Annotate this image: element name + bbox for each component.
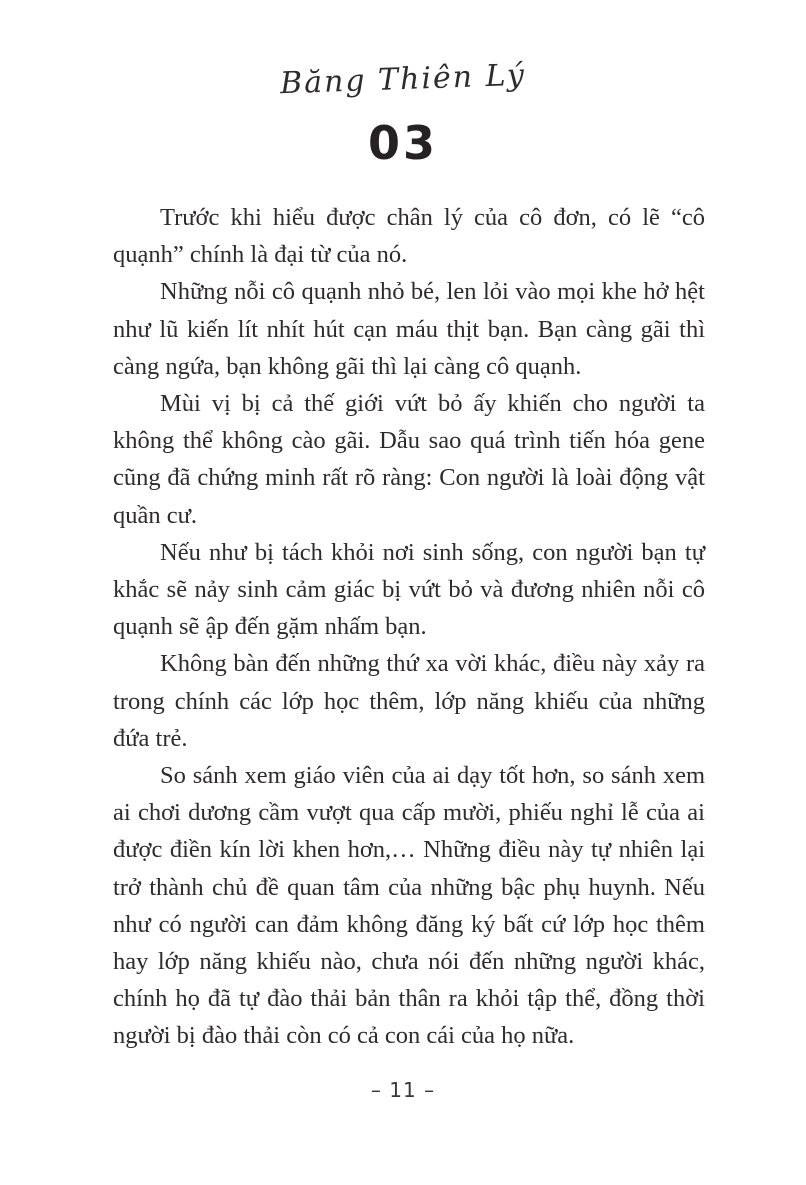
paragraph: Mùi vị bị cả thế giới vứt bỏ ấy khiến cho người ta không thể không cào gãi. Dẫu sao quá trình tiến hóa gene cũng đã chứng minh rất rõ ràng: Con người là loài động vật quần cư. <box>113 390 705 529</box>
author-signature: Băng Thiên Lý <box>279 57 527 102</box>
paragraph: Những nỗi cô quạnh nhỏ bé, len lỏi vào mọi khe hở hệt như lũ kiến lít nhít hút cạn máu thịt bạn. Bạn càng gãi thì càng ngứa, bạn không gãi thì lại càng cô quạnh. <box>113 278 705 380</box>
paragraph: Trước khi hiểu được chân lý của cô đơn, có lẽ “cô quạnh” chính là đại từ của nó. <box>113 204 705 269</box>
page-number: – 11 – <box>370 1078 436 1102</box>
chapter-number: 03 <box>367 116 438 170</box>
paragraph: Nếu như bị tách khỏi nơi sinh sống, con người bạn tự khắc sẽ nảy sinh cảm giác bị vứt bỏ và đương nhiên nỗi cô quạnh sẽ ập đến gặm nhấm bạn. <box>113 538 705 641</box>
body-text <box>113 199 705 1055</box>
paragraph: Không bàn đến những thứ xa vời khác, điều này xảy ra trong chính các lớp học thêm, lớp năng khiếu của những đứa trẻ. <box>113 650 705 752</box>
paragraph: So sánh xem giáo viên của ai dạy tốt hơn, so sánh xem ai chơi dương cầm vượt qua cấp mười, phiếu nghỉ lễ của ai được điền kín lời khen hơn,… Những điều này tự nhiên lại trở thành chủ đề quan tâm của những bậc phụ huynh. Nếu như có người can đảm không đăng ký bất cứ lớp học thêm hay lớp năng khiếu nào, chưa nói đến những người khác, chính họ đã tự đào thải bản thân ra khỏi tập thể, đồng thời người bị đào thải còn có cả con cái của họ nữa. <box>113 762 705 1050</box>
